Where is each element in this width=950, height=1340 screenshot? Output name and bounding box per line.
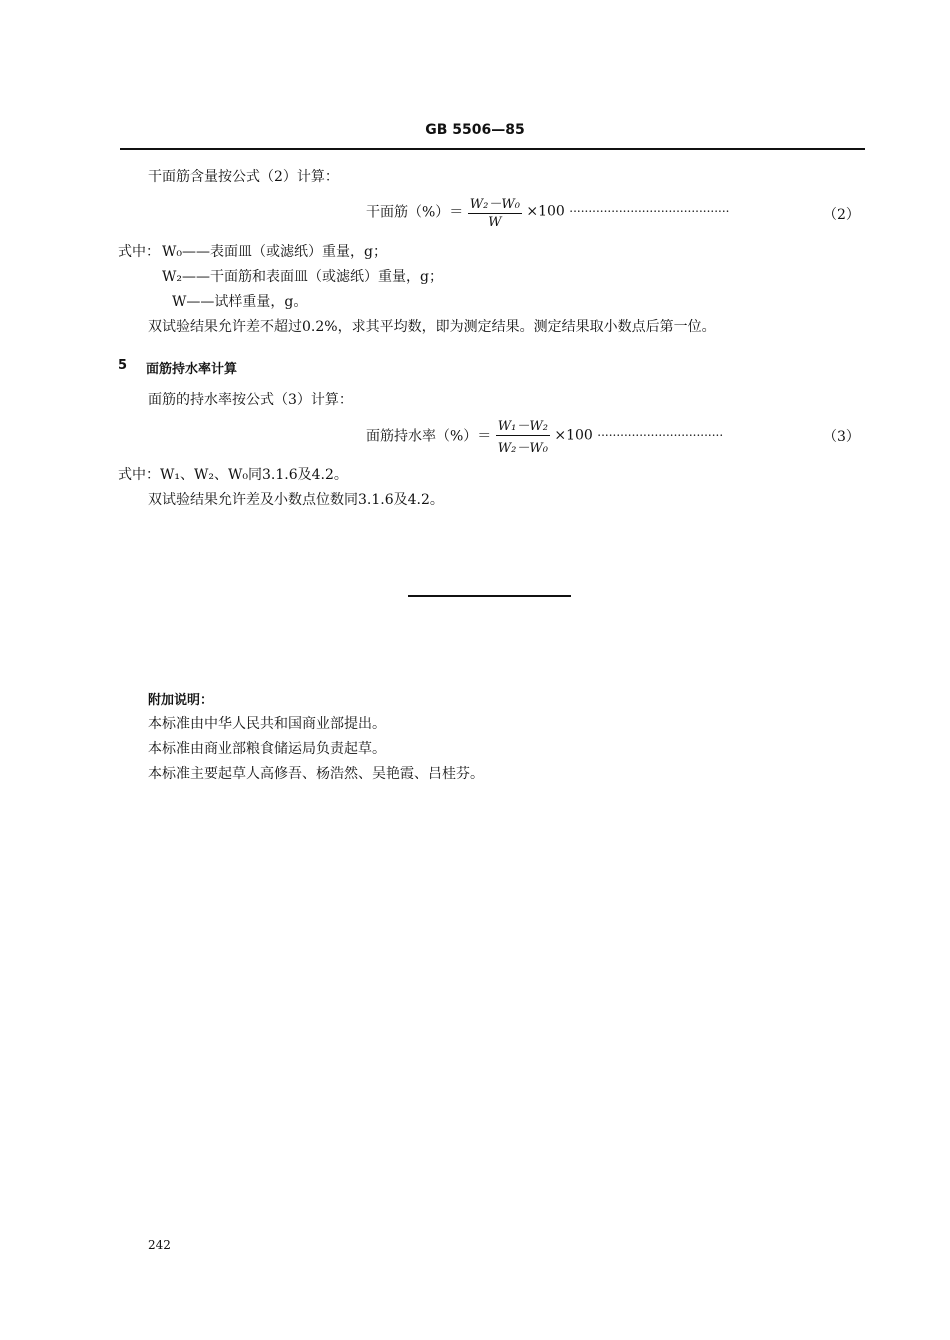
appendix-line: 本标准由商业部粮食储运局负责起草。 bbox=[148, 741, 386, 757]
formula-3-fraction bbox=[496, 415, 550, 456]
section-5-number: 5 bbox=[118, 358, 128, 373]
formula-2-number: （2） bbox=[823, 207, 860, 223]
formula-2-fraction bbox=[468, 193, 522, 230]
section-5-title: 面筋持水率计算 bbox=[146, 362, 238, 377]
where-prefix: 式中： bbox=[118, 244, 160, 260]
formula-3 bbox=[366, 415, 723, 456]
formula-2-lhs: 干面筋（%）＝ bbox=[366, 204, 464, 221]
where-text-5: 式中：W₁、W₂、W₀同3.1.6及4.2。 bbox=[118, 467, 348, 483]
tolerance-text-5: 双试验结果允许差及小数点位数同3.1.6及4.2。 bbox=[148, 492, 444, 508]
appendix-line: 本标准由中华人民共和国商业部提出。 bbox=[148, 716, 386, 732]
definition-w: W——试样重量，g。 bbox=[172, 294, 308, 310]
definition-w2: W₂——干面筋和表面皿（或滤纸）重量，g； bbox=[162, 269, 443, 285]
tolerance-text-4: 双试验结果允许差不超过0.2%，求其平均数，即为测定结果。测定结果取小数点后第一位。 bbox=[148, 319, 716, 335]
header-rule bbox=[120, 148, 865, 150]
formula-3-lhs: 面筋持水率（%）＝ bbox=[366, 428, 492, 445]
standard-number-header: GB 5506—85 bbox=[425, 122, 525, 138]
page-number: 242 bbox=[148, 1238, 171, 1252]
formula-2-numerator: W₂－W₀ bbox=[468, 193, 522, 214]
formula-3-intro: 面筋的持水率按公式（3）计算： bbox=[148, 392, 353, 408]
appendix-line: 本标准主要起草人高修吾、杨浩然、吴艳霞、吕桂芬。 bbox=[148, 766, 484, 782]
formula-2-intro: 干面筋含量按公式（2）计算： bbox=[148, 169, 339, 185]
formula-3-numerator: W₁－W₂ bbox=[496, 415, 550, 436]
formula-2-rhs: ×100 bbox=[526, 203, 565, 220]
formula-3-leader-dots: ································· bbox=[597, 428, 724, 443]
formula-2-leader-dots: ·········································· bbox=[569, 204, 730, 219]
formula-3-number: （3） bbox=[823, 429, 860, 445]
end-of-text-rule bbox=[408, 595, 571, 597]
formula-2 bbox=[366, 193, 730, 230]
formula-3-denominator: W₂－W₀ bbox=[497, 441, 548, 456]
definition-w0: W₀——表面皿（或滤纸）重量，g； bbox=[162, 244, 387, 260]
appendix-title: 附加说明： bbox=[148, 693, 214, 708]
formula-3-rhs: ×100 bbox=[554, 427, 593, 444]
formula-2-denominator: W bbox=[488, 215, 502, 230]
